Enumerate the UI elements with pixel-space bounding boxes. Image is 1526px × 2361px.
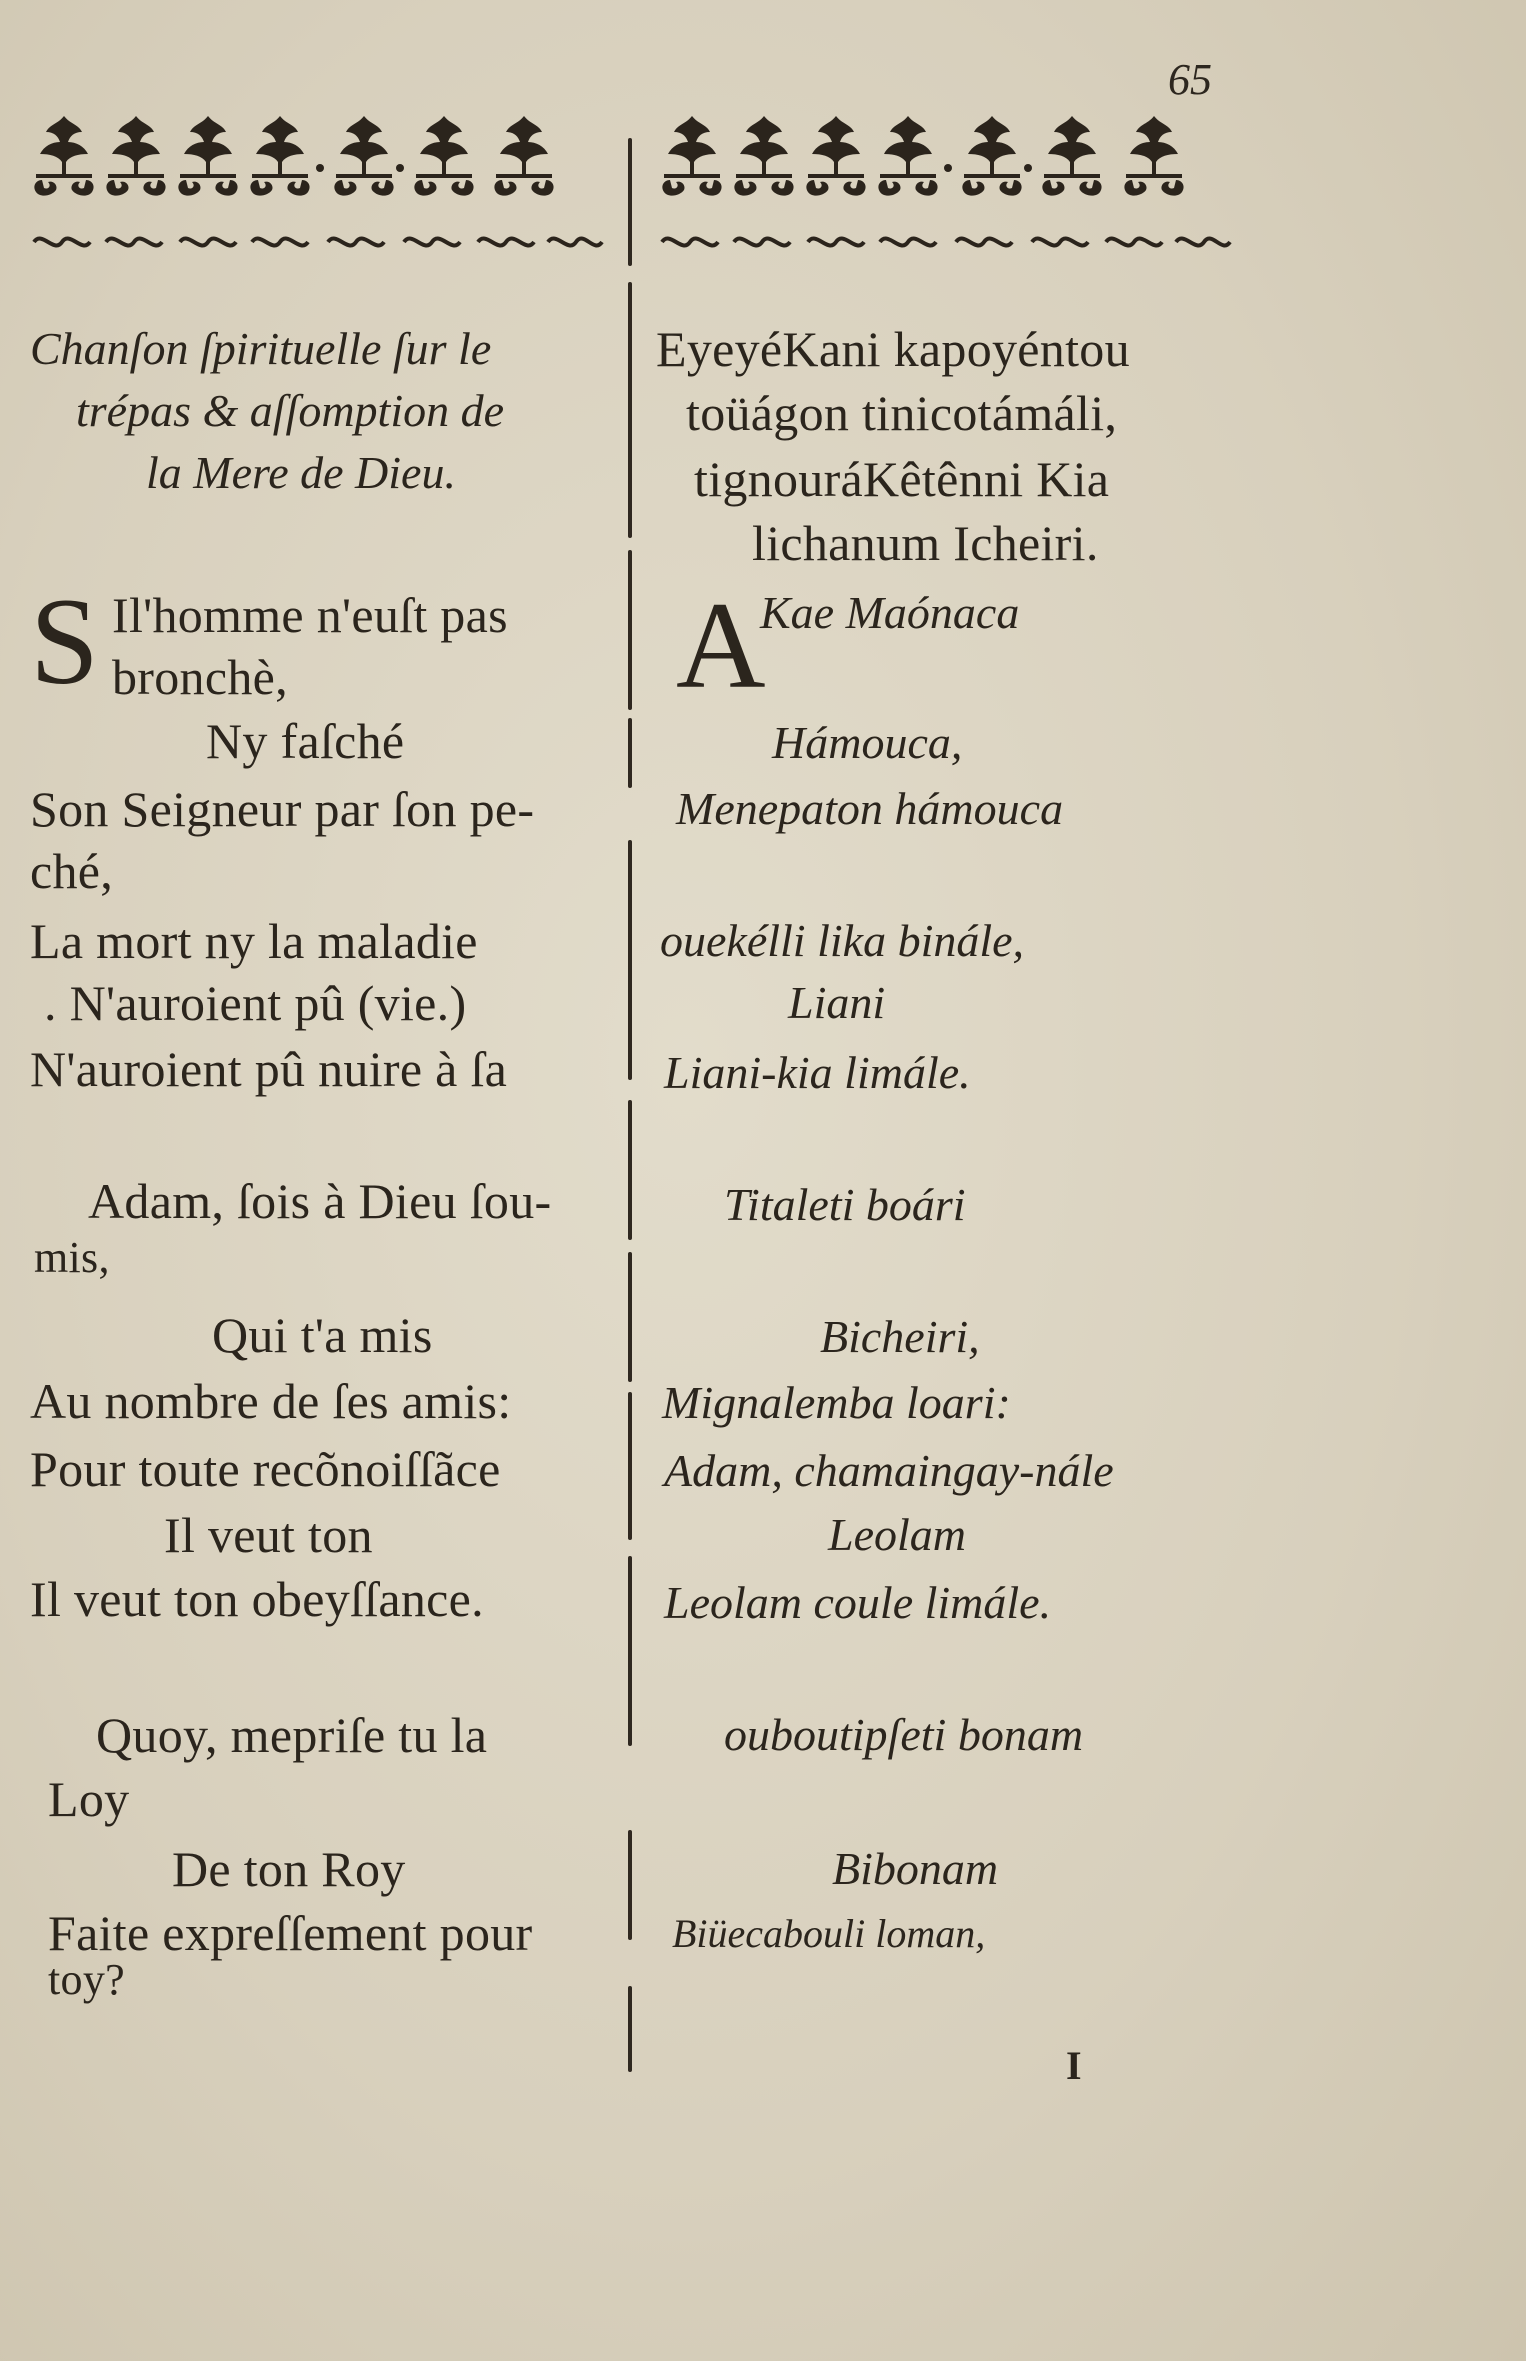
catchword: I <box>1066 2043 1082 2088</box>
column-divider <box>628 1392 632 1540</box>
column-divider <box>628 718 632 788</box>
right-title-line: tignouráKêtênni Kia <box>694 451 1110 507</box>
verse-line: Bibonam <box>832 1843 999 1894</box>
right-title-line: lichanum Icheiri. <box>752 515 1099 571</box>
verse-line: Biüecabouli loman, <box>672 1911 986 1956</box>
column-divider <box>628 1252 632 1382</box>
verse-line: ouboutipſeti bonam <box>724 1709 1084 1760</box>
verse-line: Son Seigneur par ſon pe- <box>30 781 535 837</box>
column-divider <box>628 138 632 266</box>
verse-line: ché, <box>30 843 114 899</box>
verse-line: De ton Roy <box>172 1841 406 1897</box>
column-divider <box>628 1986 632 2072</box>
column-divider <box>628 1556 632 1746</box>
verse-line: Liani <box>788 977 886 1028</box>
verse-line: bronchè, <box>112 649 288 705</box>
verse-line: Au nombre de ſes amis: <box>30 1373 512 1429</box>
verse-line: Pour toute recõnoiſſãce <box>30 1441 501 1497</box>
verse-line: N'auroient pû nuire à ſa <box>30 1041 508 1097</box>
verse-line: toy? <box>48 1955 125 2004</box>
verse-line: Il'homme n'euſt pas <box>112 587 508 643</box>
verse-line: Adam, ſois à Dieu ſou- <box>88 1173 552 1229</box>
column-divider <box>628 550 632 710</box>
verse-line: Mignalemba loari: <box>662 1377 1011 1428</box>
verse-line: Liani-kia limále. <box>664 1047 971 1098</box>
verse-line: Hámouca, <box>772 717 963 768</box>
verse-line: ouekélli lika binále, <box>660 915 1025 966</box>
verse-line: Titaleti boári <box>724 1179 966 1230</box>
right-title-line: EyeyéKani kapoyéntou <box>656 321 1130 377</box>
right-title-line: toüágon tinicotámáli, <box>686 385 1118 441</box>
verse-line: Leolam coule limále. <box>664 1577 1052 1628</box>
verse-line: Menepaton hámouca <box>676 783 1064 834</box>
scroll-border-icon <box>28 228 606 256</box>
column-divider <box>628 1100 632 1240</box>
fleuron-row-icon <box>656 110 1236 206</box>
verse-line: Bicheiri, <box>820 1311 980 1362</box>
column-divider <box>628 1830 632 1940</box>
column-divider <box>628 840 632 1080</box>
fleuron-row-icon <box>28 110 606 206</box>
left-title-line: Chanſon ſpirituelle ſur le <box>30 323 492 374</box>
verse-line: Il veut ton obeyſſance. <box>30 1571 484 1627</box>
scroll-border-icon <box>656 228 1236 256</box>
right-dropcap: A <box>676 577 766 714</box>
left-dropcap: S <box>30 573 99 710</box>
verse-line: Adam, chamaingay-nále <box>664 1445 1114 1496</box>
verse-line: Qui t'a mis <box>212 1307 433 1363</box>
verse-line: Ny faſché <box>206 713 405 769</box>
verse-line: Kae Maónaca <box>760 587 1020 638</box>
verse-line: Leolam <box>828 1509 966 1560</box>
left-title-line: la Mere de Dieu. <box>146 447 456 498</box>
verse-line: Il veut ton <box>164 1507 373 1563</box>
left-header-ornament <box>28 110 606 270</box>
verse-line: La mort ny la maladie <box>30 913 478 969</box>
verse-line: Quoy, mepriſe tu la <box>96 1707 488 1763</box>
page-number: 65 <box>1168 55 1212 104</box>
verse-line: . N'auroient pû (vie.) <box>44 975 467 1031</box>
right-header-ornament <box>656 110 1236 270</box>
left-title-line: trépas & aſſomption de <box>76 385 505 436</box>
column-divider <box>628 282 632 538</box>
verse-line: Loy <box>48 1771 130 1827</box>
verse-line: Faite expreſſement pour <box>48 1905 533 1961</box>
verse-line: mis, <box>34 1233 110 1282</box>
